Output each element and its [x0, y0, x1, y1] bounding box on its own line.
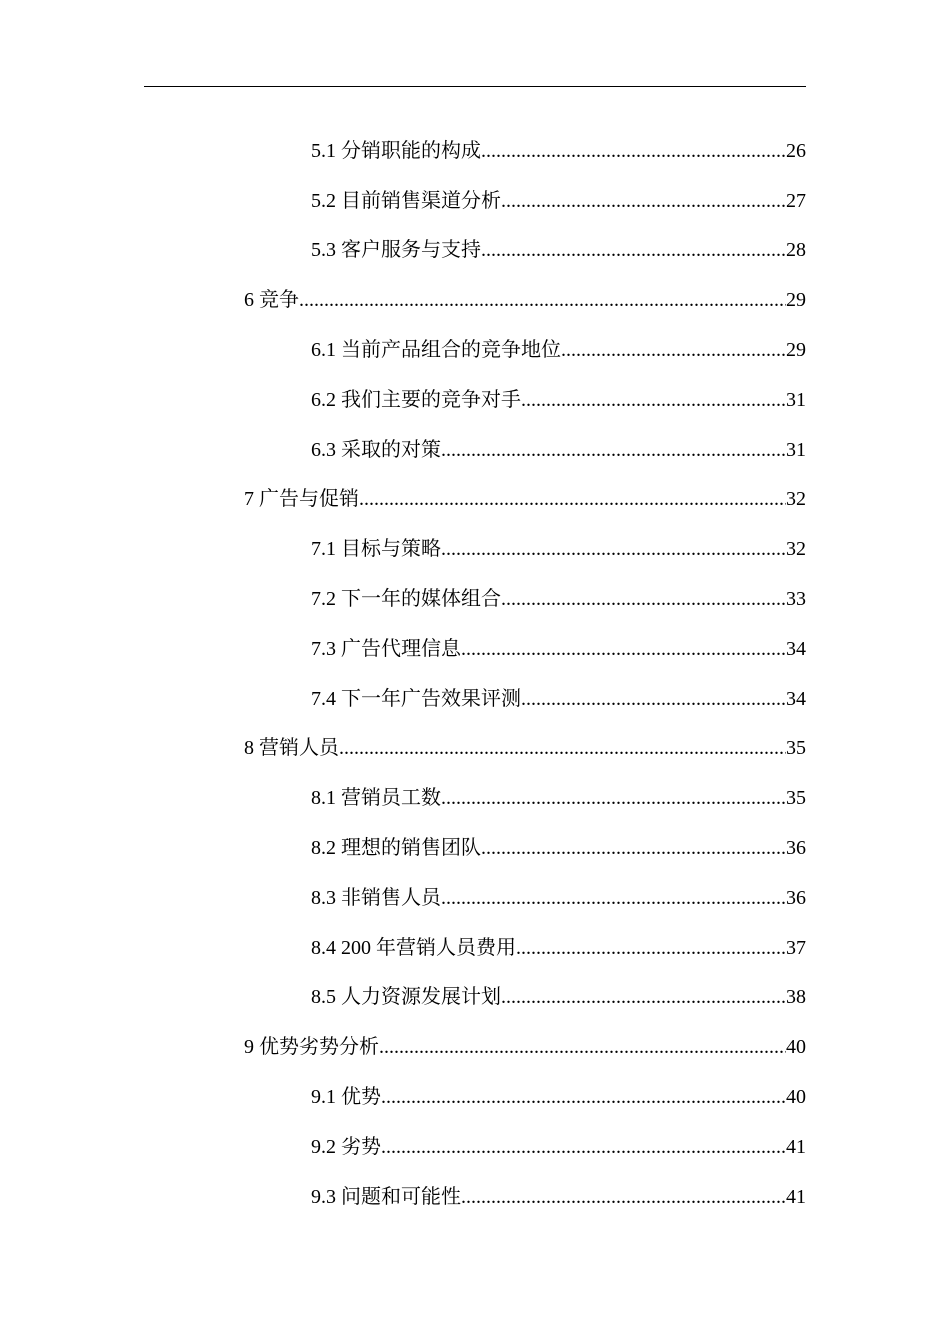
toc-entry-page: 31 — [786, 388, 806, 411]
toc-entry-page: 38 — [786, 986, 806, 1009]
toc-entry[interactable] — [311, 1072, 806, 1122]
toc-entry-page: 34 — [786, 637, 806, 660]
toc-entry[interactable] — [244, 724, 806, 774]
toc-dot-leader — [481, 240, 786, 260]
toc-dot-leader — [441, 539, 786, 559]
toc-entry[interactable] — [311, 923, 806, 973]
toc-entry-title: 9 优势劣势分析 — [244, 1036, 379, 1059]
toc-entry-title: 8.3 非销售人员 — [311, 886, 441, 909]
toc-entry-title: 8.5 人力资源发展计划 — [311, 986, 501, 1009]
toc-entry-page: 40 — [786, 1086, 806, 1109]
toc-entry[interactable] — [311, 126, 806, 176]
toc-entry-page: 35 — [786, 737, 806, 760]
toc-entry-page: 32 — [786, 538, 806, 561]
toc-entry[interactable] — [311, 1172, 806, 1222]
toc-dot-leader — [521, 689, 786, 709]
toc-entry-title: 8.2 理想的销售团队 — [311, 837, 481, 860]
toc-entry-title: 6.1 当前产品组合的竞争地位 — [311, 339, 561, 362]
toc-entry[interactable] — [311, 226, 806, 276]
toc-entry-title: 9.3 问题和可能性 — [311, 1185, 461, 1208]
toc-dot-leader — [516, 938, 786, 958]
toc-dot-leader — [501, 191, 786, 211]
toc-entry[interactable] — [311, 1122, 806, 1172]
toc-entry[interactable] — [311, 325, 806, 375]
toc-entry-page: 37 — [786, 936, 806, 959]
header-rule — [144, 86, 806, 87]
toc-entry-title: 5.3 客户服务与支持 — [311, 239, 481, 262]
toc-entry-title: 6.3 采取的对策 — [311, 438, 441, 461]
toc-entry-page: 27 — [786, 189, 806, 212]
toc-entry[interactable] — [311, 176, 806, 226]
toc-entry-page: 41 — [786, 1185, 806, 1208]
toc-entry[interactable] — [244, 1022, 806, 1072]
toc-entry-page: 26 — [786, 139, 806, 162]
toc-entry-title: 8.4 200 年营销人员费用 — [311, 936, 516, 959]
toc-entry-title: 7 广告与促销 — [244, 488, 359, 511]
toc-entry[interactable] — [311, 425, 806, 475]
toc-dot-leader — [299, 290, 786, 310]
toc-entry-page: 35 — [786, 787, 806, 810]
toc-dot-leader — [359, 489, 786, 509]
toc-dot-leader — [481, 141, 786, 161]
toc-dot-leader — [381, 1087, 786, 1107]
toc-dot-leader — [441, 788, 786, 808]
toc-dot-leader — [561, 340, 786, 360]
toc-entry[interactable] — [311, 773, 806, 823]
toc-dot-leader — [379, 1037, 786, 1057]
toc-entry-page: 29 — [786, 339, 806, 362]
toc-entry-page: 31 — [786, 438, 806, 461]
toc-entry[interactable] — [311, 873, 806, 923]
toc-entry[interactable] — [311, 973, 806, 1023]
toc-entry-page: 41 — [786, 1135, 806, 1158]
toc-entry-title: 7.1 目标与策略 — [311, 538, 441, 561]
toc-entry[interactable] — [244, 475, 806, 525]
toc-entry-title: 5.2 目前销售渠道分析 — [311, 189, 501, 212]
toc-dot-leader — [461, 1187, 786, 1207]
toc-entry[interactable] — [311, 823, 806, 873]
toc-entry-title: 7.3 广告代理信息 — [311, 637, 461, 660]
toc-entry-page: 29 — [786, 289, 806, 312]
toc-dot-leader — [441, 440, 786, 460]
toc-dot-leader — [339, 738, 786, 758]
toc-dot-leader — [461, 639, 786, 659]
toc-dot-leader — [381, 1137, 786, 1157]
toc-dot-leader — [501, 987, 786, 1007]
toc-entry[interactable] — [311, 524, 806, 574]
toc-entry[interactable] — [244, 275, 806, 325]
toc-entry[interactable] — [311, 375, 806, 425]
toc-dot-leader — [521, 390, 786, 410]
toc-entry-title: 9.2 劣势 — [311, 1135, 381, 1158]
toc-entry-title: 8 营销人员 — [244, 737, 339, 760]
toc-entry-title: 6 竞争 — [244, 289, 299, 312]
table-of-contents — [0, 126, 950, 1222]
toc-dot-leader — [501, 589, 786, 609]
toc-entry-page: 33 — [786, 588, 806, 611]
toc-entry-title: 5.1 分销职能的构成 — [311, 139, 481, 162]
toc-entry[interactable] — [311, 624, 806, 674]
toc-entry-title: 7.4 下一年广告效果评测 — [311, 687, 521, 710]
toc-entry-page: 28 — [786, 239, 806, 262]
toc-entry-page: 36 — [786, 837, 806, 860]
toc-entry-title: 8.1 营销员工数 — [311, 787, 441, 810]
toc-entry[interactable] — [311, 674, 806, 724]
toc-entry[interactable] — [311, 574, 806, 624]
toc-entry-title: 9.1 优势 — [311, 1086, 381, 1109]
toc-entry-page: 40 — [786, 1036, 806, 1059]
toc-dot-leader — [481, 838, 786, 858]
toc-entry-title: 7.2 下一年的媒体组合 — [311, 588, 501, 611]
toc-entry-title: 6.2 我们主要的竞争对手 — [311, 388, 521, 411]
toc-entry-page: 36 — [786, 886, 806, 909]
toc-dot-leader — [441, 888, 786, 908]
toc-entry-page: 34 — [786, 687, 806, 710]
toc-entry-page: 32 — [786, 488, 806, 511]
